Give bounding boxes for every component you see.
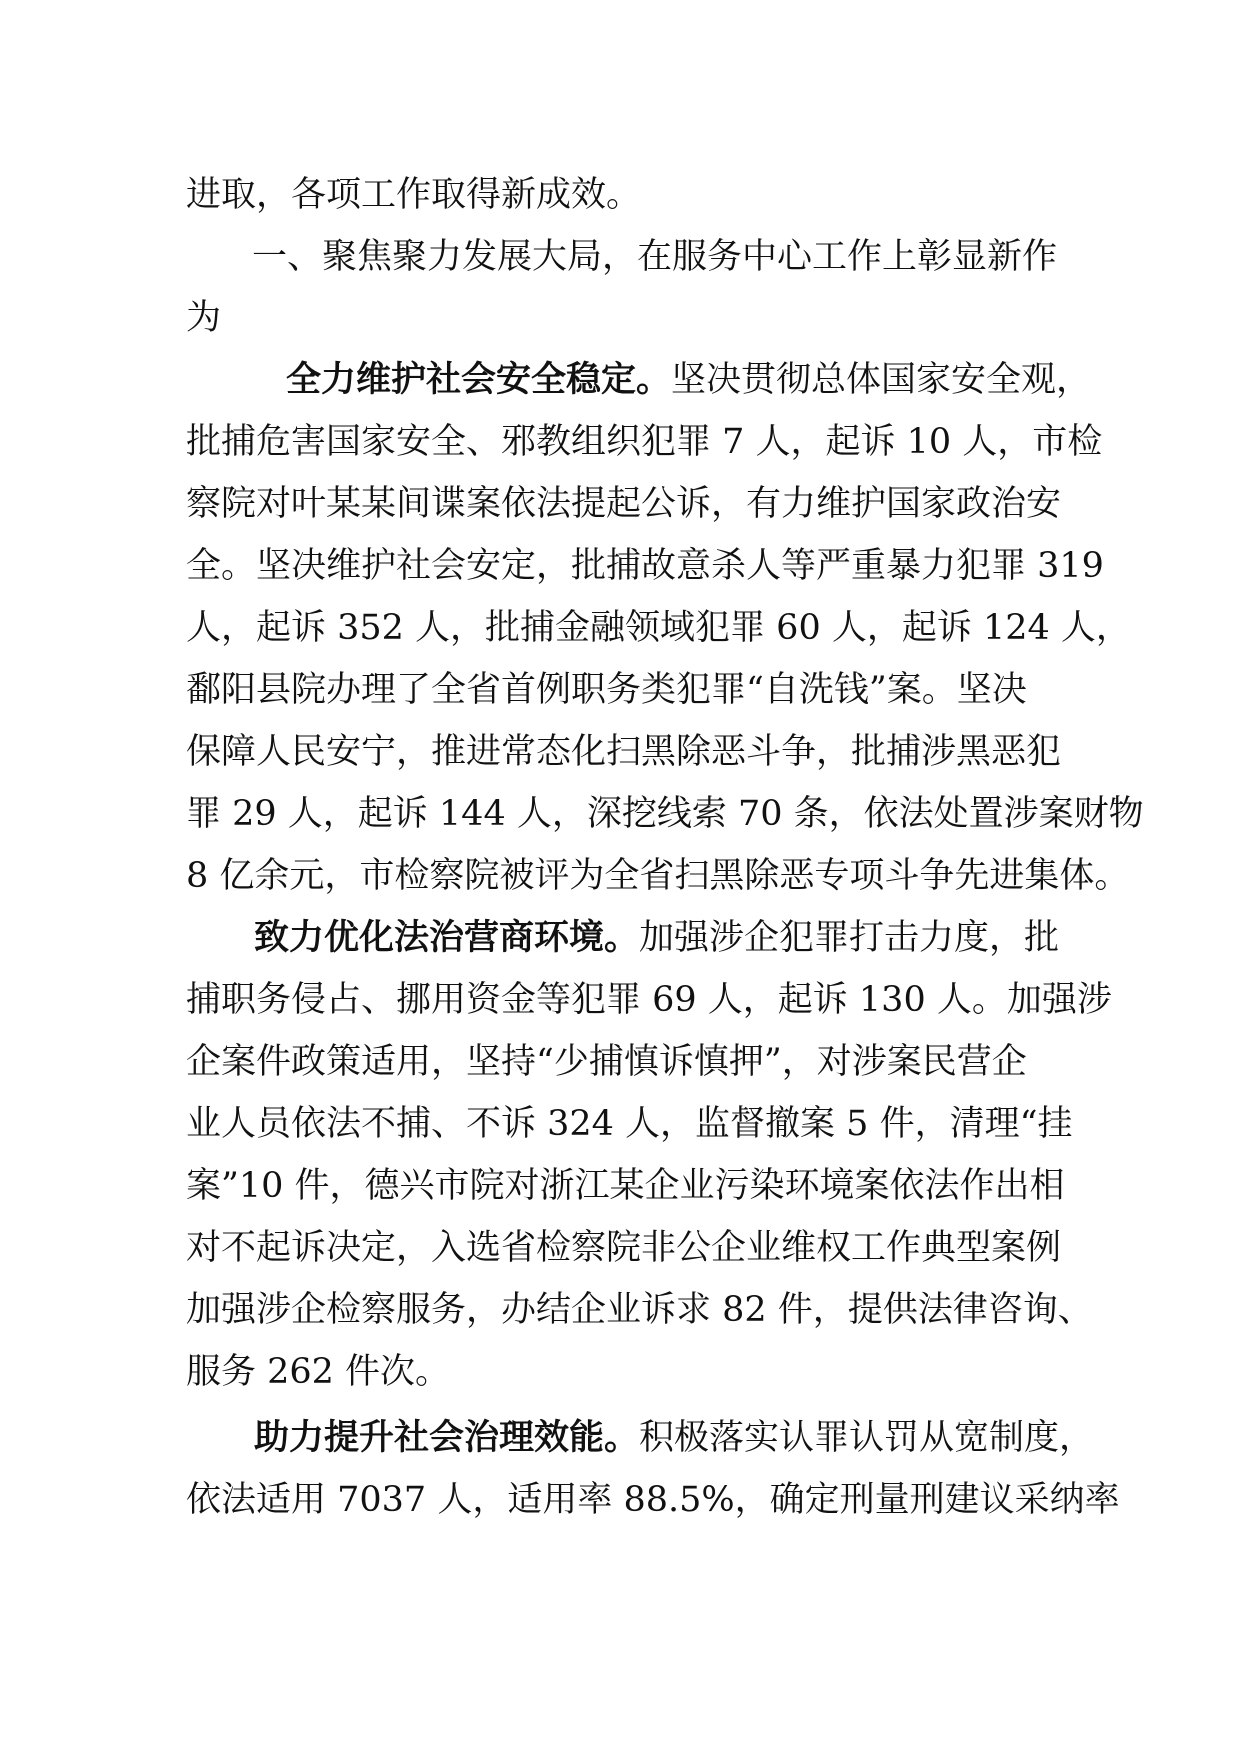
paragraph-line: 致力优化法治营商环境。加强涉企犯罪打击力度，批 xyxy=(254,917,1060,958)
paragraph-line: 人，起诉 352 人，批捕金融领域犯罪 60 人，起诉 124 人， xyxy=(186,608,1131,648)
paragraph-line: 加强涉企检察服务，办结企业诉求 82 件，提供法律咨询、 xyxy=(186,1290,1093,1330)
paragraph-lead-heading: 致力优化法治营商环境。 xyxy=(254,917,640,958)
section-heading: 一、聚焦聚力发展大局，在服务中心工作上彰显新作 xyxy=(252,237,1058,277)
paragraph-line: 全。坚决维护社会安定，批捕故意杀人等严重暴力犯罪 319 xyxy=(186,546,1104,586)
paragraph-line: 企案件政策适用，坚持“少捕慎诉慎押”，对涉案民营企 xyxy=(186,1042,1027,1082)
paragraph-line: 业人员依法不捕、不诉 324 人，监督撤案 5 件，清理“挂 xyxy=(186,1104,1073,1144)
paragraph-line: 案”10 件，德兴市院对浙江某企业污染环境案依法作出相 xyxy=(186,1166,1065,1206)
paragraph-line: 8 亿余元，市检察院被评为全省扫黑除恶专项斗争先进集体。 xyxy=(186,856,1130,896)
paragraph-line: 助力提升社会治理效能。积极落实认罪认罚从宽制度， xyxy=(254,1417,1095,1458)
section-heading-continued: 为 xyxy=(186,298,222,338)
paragraph-lead-heading: 助力提升社会治理效能。 xyxy=(254,1417,640,1458)
paragraph-line: 全力维护社会安全稳定。坚决贯彻总体国家安全观， xyxy=(286,359,1092,400)
paragraph-line: 服务 262 件次。 xyxy=(186,1352,451,1392)
paragraph-line: 鄱阳县院办理了全省首例职务类犯罪“自洗钱”案。坚决 xyxy=(186,670,1027,710)
paragraph-line: 批捕危害国家安全、邪教组织犯罪 7 人，起诉 10 人，市检 xyxy=(186,422,1103,462)
paragraph-line: 捕职务侵占、挪用资金等犯罪 69 人，起诉 130 人。加强涉 xyxy=(186,980,1112,1020)
paragraph-line: 进取，各项工作取得新成效。 xyxy=(186,175,642,215)
paragraph-line: 保障人民安宁，推进常态化扫黑除恶斗争，批捕涉黑恶犯 xyxy=(186,732,1062,772)
paragraph-line: 依法适用 7037 人，适用率 88.5%，确定刑量刑建议采纳率 xyxy=(186,1480,1120,1520)
paragraph-line: 罪 29 人，起诉 144 人，深挖线索 70 条，依法处置涉案财物 xyxy=(186,794,1144,834)
paragraph-lead-heading: 全力维护社会安全稳定。 xyxy=(286,359,672,400)
paragraph-line: 对不起诉决定，入选省检察院非公企业维权工作典型案例 xyxy=(186,1228,1062,1268)
paragraph-line: 察院对叶某某间谍案依法提起公诉，有力维护国家政治安 xyxy=(186,484,1062,524)
